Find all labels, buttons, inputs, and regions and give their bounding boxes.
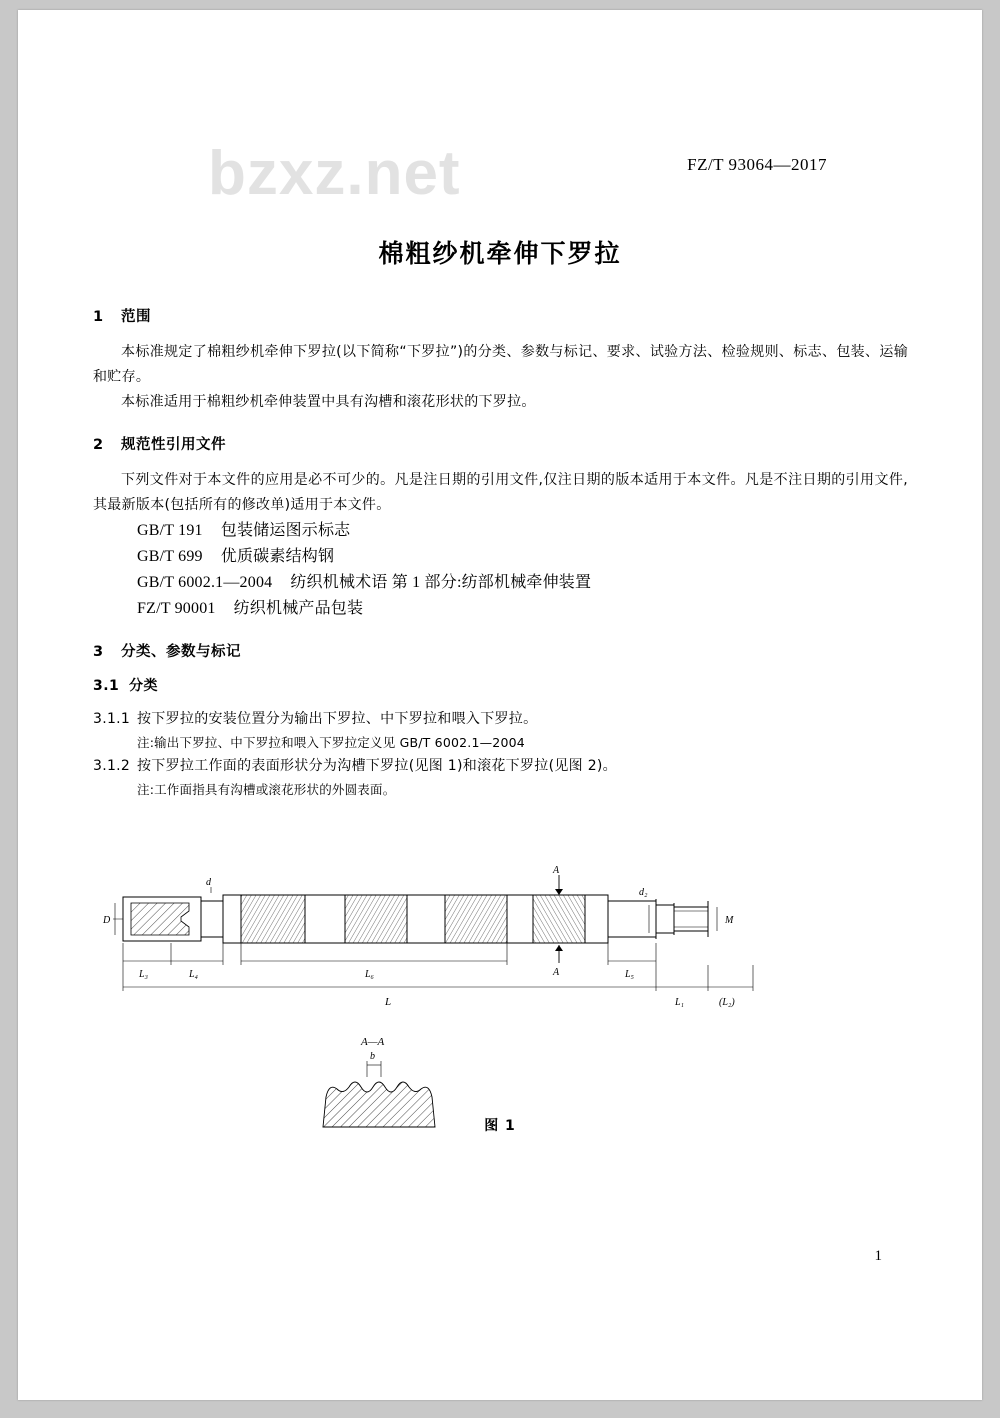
section-2-heading — [93, 433, 908, 454]
clause-3-1-1-note: 注:输出下罗拉、中下罗拉和喂入下罗拉定义见 GB/T 6002.1—2004 — [137, 735, 525, 750]
document-body — [93, 305, 908, 801]
page-title: 棉粗纱机牵伸下罗拉 — [378, 239, 622, 268]
section-1-paragraph-1: 本标准规定了棉粗纱机牵伸下罗拉(以下简称“下罗拉”)的分类、参数与标记、要求、试验方法、检验规则、标志、包装、运输和贮存。 — [93, 344, 908, 385]
section-1-number: 1 — [93, 309, 104, 325]
figure-label-A-bottom: A — [553, 967, 560, 978]
section-1-paragraph-2: 本标准适用于棉粗纱机牵伸装置中具有沟槽和滚花形状的下罗拉。 — [121, 394, 536, 410]
figure-label-L1: L₁ — [675, 997, 685, 1008]
reference-code: FZ/T 90001 — [137, 600, 216, 617]
reference-item — [137, 570, 908, 596]
figure-label-L3: L₃ — [139, 969, 149, 980]
figure-label-b: b — [370, 1051, 375, 1062]
reference-code: GB/T 699 — [137, 548, 203, 565]
clause-3-1-1-text: 按下罗拉的安装位置分为输出下罗拉、中下罗拉和喂入下罗拉。 — [137, 711, 538, 727]
section-3-title: 分类、参数与标记 — [121, 644, 241, 660]
reference-code: GB/T 191 — [137, 522, 203, 539]
reference-item — [137, 596, 908, 622]
reference-desc: 优质碳素结构钢 — [220, 548, 335, 565]
figure-1-caption: 图 1 — [484, 1118, 516, 1134]
clause-3-1-2-note: 注:工作面指具有沟槽或滚花形状的外圆表面。 — [137, 782, 396, 797]
page-number: 1 — [874, 1248, 882, 1264]
reference-item — [137, 518, 908, 544]
figure-label-L4: L₄ — [189, 969, 199, 980]
figure-label-L6: L₆ — [365, 969, 375, 980]
clause-3-1-1 — [93, 707, 908, 732]
figure-label-M: M — [725, 915, 734, 926]
section-3-1-number: 3.1 — [93, 678, 120, 694]
watermark: bzxz.net — [208, 139, 461, 208]
normative-references-list — [93, 518, 908, 622]
section-3-number: 3 — [93, 644, 104, 660]
figure-section-label: A—A — [361, 1036, 385, 1048]
section-2-paragraph-1: 下列文件对于本文件的应用是必不可少的。凡是注日期的引用文件,仅注日期的版本适用于本文件。凡是不注日期的引用文件,其最新版本(包括所有的修改单)适用于本文件。 — [93, 472, 908, 513]
clause-3-1-2 — [93, 754, 908, 779]
section-3-1-heading — [93, 675, 908, 695]
figure-label-A-top: A — [553, 865, 560, 876]
section-1-heading — [93, 305, 908, 326]
figure-label-L2: (L₂) — [719, 997, 735, 1008]
clause-3-1-2-number: 3.1.2 — [93, 758, 131, 774]
roller-technical-drawing — [93, 865, 908, 1155]
reference-item — [137, 544, 908, 570]
document-page — [18, 10, 982, 1400]
section-2-number: 2 — [93, 437, 104, 453]
clause-3-1-1-number: 3.1.1 — [93, 711, 131, 727]
reference-desc: 包装储运图示标志 — [220, 522, 351, 539]
clause-3-1-2-text: 按下罗拉工作面的表面形状分为沟槽下罗拉(见图 1)和滚花下罗拉(见图 2)。 — [137, 758, 617, 774]
figure-label-d: d — [206, 877, 211, 888]
figure-1-drawing — [93, 865, 908, 1155]
reference-code: GB/T 6002.1—2004 — [137, 574, 273, 591]
section-1-title: 范围 — [121, 309, 151, 325]
standard-number: FZ/T 93064—2017 — [687, 155, 827, 174]
reference-desc: 纺织机械术语 第 1 部分:纺部机械牵伸装置 — [290, 574, 592, 591]
section-3-1-title: 分类 — [129, 678, 158, 694]
figure-label-d2: d₂ — [639, 887, 648, 898]
section-3-heading — [93, 640, 908, 661]
figure-label-L5: L₅ — [625, 969, 635, 980]
figure-label-L: L — [385, 996, 392, 1008]
reference-desc: 纺织机械产品包装 — [233, 600, 364, 617]
figure-label-D: D — [103, 915, 111, 926]
section-2-title: 规范性引用文件 — [121, 437, 226, 453]
